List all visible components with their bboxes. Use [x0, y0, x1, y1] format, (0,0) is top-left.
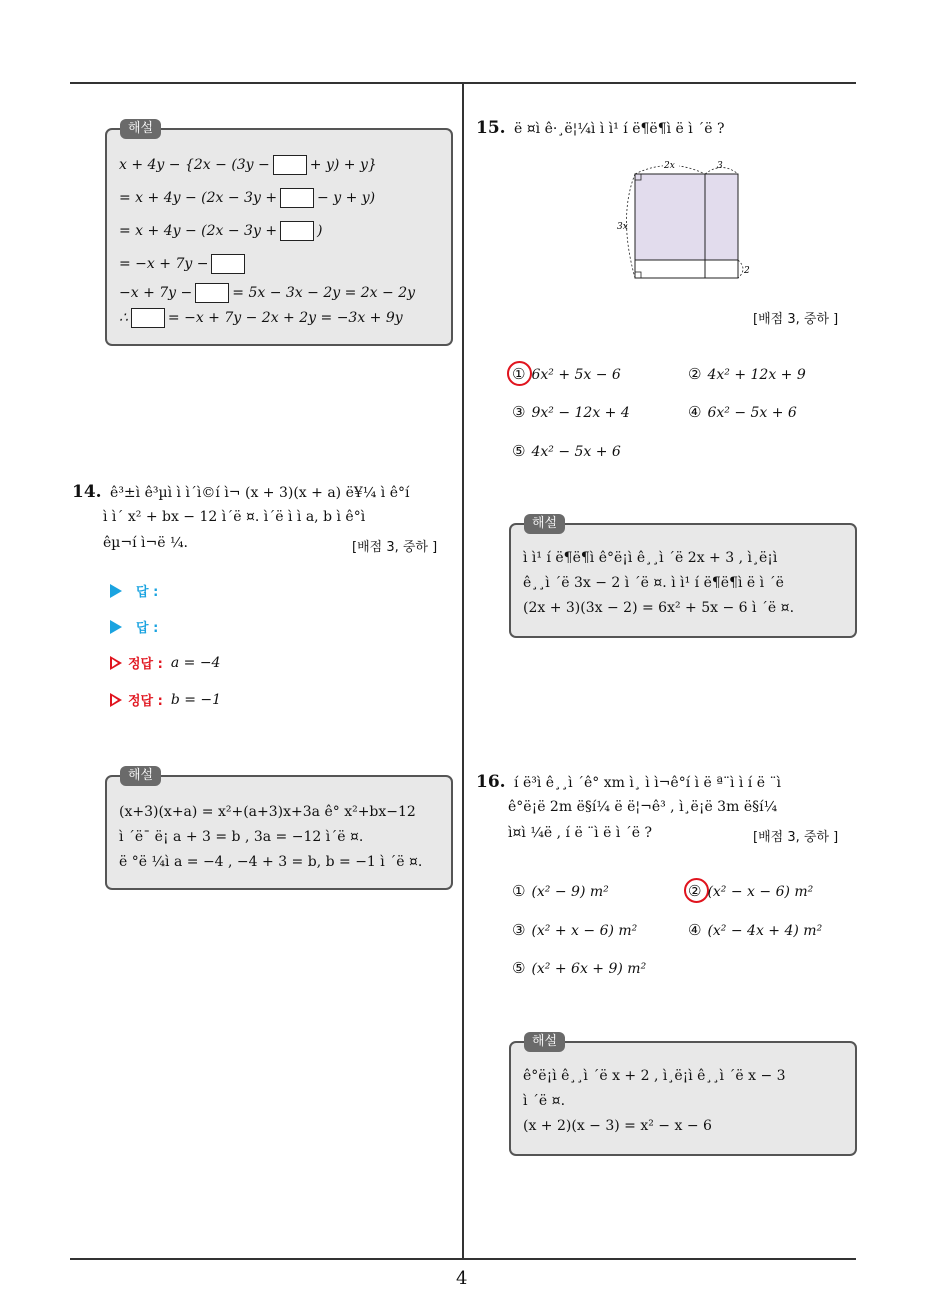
q15-figure — [610, 155, 760, 287]
label-left: 3x — [617, 222, 628, 232]
q16-choice-2[interactable]: ② (x² − x − 6) m² — [688, 882, 814, 900]
solution-line: (2x + 3)(3x − 2) = 6x² + 5x − 6 ì ´ë ¤. — [523, 599, 795, 616]
label-right: 2 — [744, 266, 750, 276]
column-divider — [462, 83, 464, 1259]
solution-line: ê°ë¡ì ê¸¸ì ´ë x + 2 , ì¸ë¡ì ê¸¸ì ´ë x − 3 — [523, 1067, 786, 1084]
q16-solution-box — [509, 1034, 857, 1156]
page-number: 4 — [456, 1268, 468, 1289]
q16-choice-5[interactable]: ⑤ (x² + 6x + 9) m² — [512, 959, 647, 977]
q14-number: 14. — [72, 482, 102, 502]
solution-line: ì ì¹ í ë¶ë¶ì ê°ë¡ì ê¸¸ì ´ë 2x + 3 , ì¸ë¡ì — [523, 549, 778, 566]
solution-line: ì ´ë ¤. — [523, 1092, 566, 1109]
q16-choice-3[interactable]: ③ (x² + x − 6) m² — [512, 921, 638, 939]
q14-solution-box — [105, 768, 453, 890]
q16-number: 16. — [476, 772, 506, 792]
answer-blank — [280, 188, 314, 208]
q16-question-line: ì¤ì ¼ë , í ë ¨ì ë ì ´ë ? — [508, 825, 653, 841]
correct-answer-label: 정답 : — [128, 694, 163, 709]
answer-label: 답 : — [136, 621, 159, 636]
correct-answer-row — [110, 690, 221, 709]
play-icon — [110, 584, 122, 598]
q15-choice-3[interactable]: ③ 9x² − 12x + 4 — [512, 403, 630, 421]
solution-line: = x + 4y − (2x − 3y + − y + y) — [119, 189, 376, 206]
outline-play-icon — [110, 693, 122, 707]
answer-blank — [280, 221, 314, 241]
q14-question-line: êµ¬í ì¬ë ¼. — [103, 535, 189, 551]
q15-question-line: 15. ë ¤ì ê·¸ë¦¼ì ì ì¹ í ë¶ë¶ì ë ì ´ë ? — [476, 118, 725, 138]
play-icon — [110, 620, 122, 634]
q15-choice-1[interactable]: ① 6x² + 5x − 6 — [512, 365, 621, 383]
answer-blank — [211, 254, 245, 274]
q13-solution-box — [105, 121, 453, 346]
solution-line: ì ´ë¯ ë¡ a + 3 = b , 3a = −12 ì´ë ¤. — [119, 828, 364, 845]
q14-score: [배점 3, 중하 ] — [352, 540, 438, 555]
q15-score: [배점 3, 중하 ] — [753, 312, 839, 327]
solution-line: (x+3)(x+a) = x²+(a+3)x+3a ê° x²+bx−12 — [119, 803, 416, 820]
q15-choice-4[interactable]: ④ 6x² − 5x + 6 — [688, 403, 797, 421]
solution-line: x + 4y − {2x − (3y − + y) + y} — [119, 156, 377, 173]
solution-tag: 해설 — [524, 514, 565, 534]
solution-line: (x + 2)(x − 3) = x² − x − 6 — [523, 1117, 712, 1134]
solution-tag: 해설 — [120, 766, 161, 786]
bottom-rule — [70, 1258, 856, 1260]
answer-label: 답 : — [136, 585, 159, 600]
solution-line: = x + 4y − (2x − 3y + ) — [119, 222, 323, 239]
label-top-left: 2x — [664, 161, 675, 171]
q14-question-line: ì ì´ x² + bx − 12 ì´ë ¤. ì´ë ì ì a, b ì ê°ì — [103, 509, 366, 525]
correct-answer-value: b = −1 — [170, 691, 222, 708]
q16-question-line: ê°ë¡ë 2m ë§í¼ ë ë¦¬ê³ , ì¸ë¡ë 3m ë§í¼ — [508, 799, 778, 815]
solution-line: = −x + 7y − — [119, 247, 439, 280]
outline-play-icon — [110, 656, 122, 670]
correct-answer-value: a = −4 — [170, 654, 221, 671]
solution-tag: 해설 — [524, 1032, 565, 1052]
answer-blank — [131, 308, 165, 328]
correct-answer-label: 정답 : — [128, 657, 163, 672]
shaded-region — [635, 174, 738, 260]
q15-choice-2[interactable]: ② 4x² + 12x + 9 — [688, 365, 806, 383]
q14-question-line: 14. ê³±ì ê³µì ì ì´ì©í ì¬ (x + 3)(x + a) ë¥¼ ì ê°í — [72, 482, 410, 502]
q16-choice-4[interactable]: ④ (x² − 4x + 4) m² — [688, 921, 823, 939]
q15-solution-box — [509, 516, 857, 638]
q16-choice-1[interactable]: ① (x² − 9) m² — [512, 882, 609, 900]
q15-number: 15. — [476, 118, 506, 138]
answer-blank — [273, 155, 307, 175]
answer-row — [110, 581, 166, 600]
solution-line: ë °ë ¼ì a = −4 , −4 + 3 = b, b = −1 ì ´ë ¤. — [119, 853, 423, 870]
solution-line: ê¸¸ì ´ë 3x − 2 ì ´ë ¤. ì ì¹ í ë¶ë¶ì ë ì ´ë — [523, 574, 784, 591]
q16-question-line: 16. í ë³ì ê¸¸ì ´ê° xm ì¸ ì ì¬ê°í ì ë ª¨ì ì í ë ¨ì — [476, 772, 781, 792]
solution-tag: 해설 — [120, 119, 161, 139]
answer-row — [110, 617, 166, 636]
solution-line: −x + 7y − = 5x − 3x − 2y = 2x − 2y — [119, 284, 416, 301]
answer-blank — [195, 283, 229, 303]
q16-score: [배점 3, 중하 ] — [753, 830, 839, 845]
label-top-right: 3 — [717, 161, 723, 171]
correct-answer-row — [110, 653, 220, 672]
q15-choice-5[interactable]: ⑤ 4x² − 5x + 6 — [512, 442, 621, 460]
solution-line: ∴ = −x + 7y − 2x + 2y = −3x + 9y — [119, 309, 403, 326]
